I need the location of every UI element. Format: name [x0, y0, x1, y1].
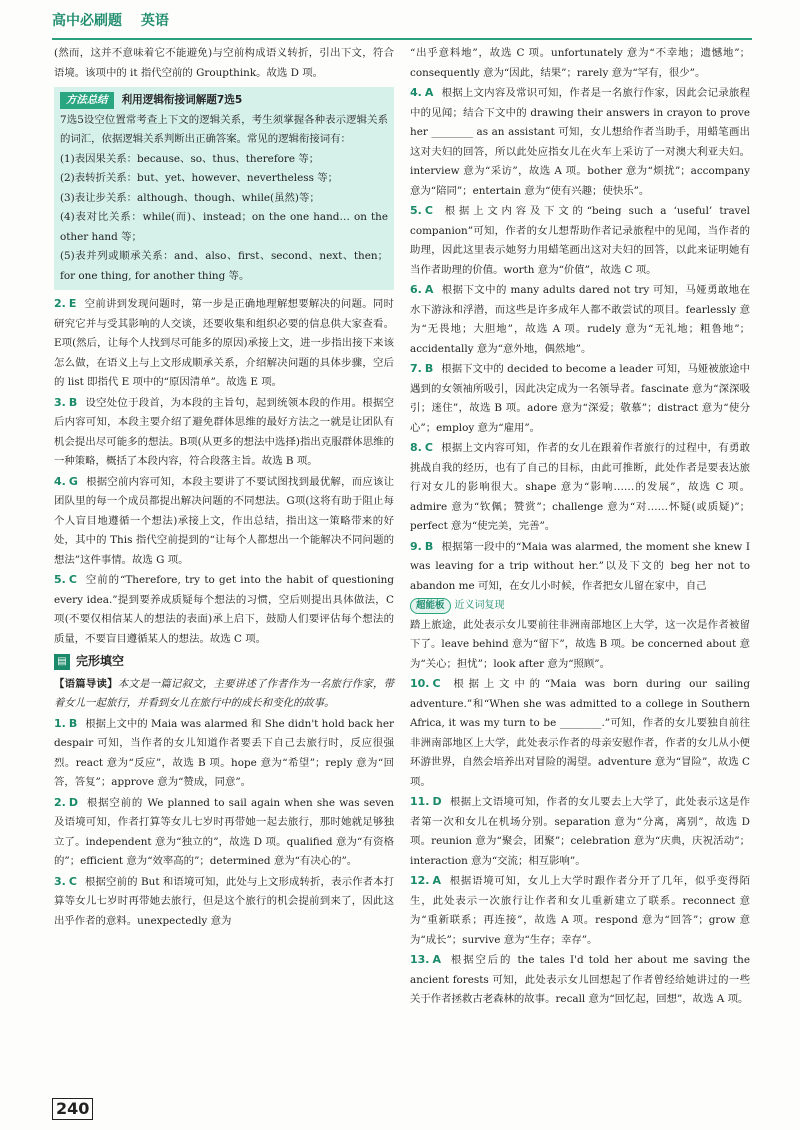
left-column: [54, 44, 394, 931]
method-body: 7选5设空位置常考查上下文的逻辑关系，考生须掌握各种表示逻辑关系的词汇，依据逻辑关系判断出正确答案。常见的逻辑衔接词有：: [60, 113, 388, 145]
item-number: 4.: [410, 86, 422, 99]
item-number: 9.: [410, 539, 422, 553]
answer-item: [54, 793, 394, 872]
cloze-title: 完形填空: [76, 654, 125, 668]
item-answer: B: [68, 395, 78, 409]
right-column: [410, 44, 750, 1010]
guide-text: 本文是一篇记叙文，主要讲述了作者作为一名旅行作家，带着女儿一起旅行，并看到女儿在旅行中的成长和变化的故事。: [54, 677, 394, 709]
guide-label: 【语篇导读】: [54, 677, 118, 690]
item-answer: G: [68, 474, 78, 488]
item-answer: C: [68, 874, 77, 888]
answer-item: [410, 950, 750, 1010]
method-point: (4)表对比关系：while(而)、instead；on the one hand… on the other hand 等；: [60, 211, 388, 243]
method-point: (3)表让步关系：although、though、while(虽然)等；: [60, 191, 320, 204]
item-number: 8.: [410, 441, 422, 454]
item-explanation: 根据空前的 But 和语境可知，此处与上文形成转折，表示作者本打算等女儿七岁时再带她去旅行，但是这个旅行的机会提前到来了，因此这出乎作者的意料。unexpectedly 意为: [54, 875, 394, 927]
tip-badge: 超能板: [410, 598, 451, 614]
item-number: 12.: [410, 874, 430, 888]
answer-item: [54, 294, 394, 393]
item-number: 3.: [54, 874, 66, 888]
item-explanation: 设空处位于段首，为本段的主旨句，起到统领本段的作用。根据空后内容可知，本段主要介绍了避免群体思维的最好方法之一就是让团队有机会提出尽可能多的想法。B项(从更多的想法中选择)指出克服群体思维的一种策略，概括了本段内容，符合段落主旨。故选 B 项。: [54, 396, 394, 467]
answer-item: [54, 714, 394, 793]
answer-item: [54, 472, 394, 571]
item-explanation: 根据上文中的 Maia was alarmed 和 She didn't hold back her despair 可知，当作者的女儿知道作者要丢下自己去旅行时，反应很强烈。react 意为“反应”，故选 B 项。hope 意为“希望”；reply 意为“回答，答复”；approve 意为“赞成，同意”。: [54, 717, 394, 788]
answer-item: [410, 201, 750, 280]
item-explanation: 根据上文内容可知，作者的女儿在跟着作者旅行的过程中，有勇敢挑战自我的经历，也有了自己的目标，由此可推断，此处作者是要表达旅行对女儿的影响很大。shape 意为“影响……的发展”，故选 C 项。admire 意为“钦佩；赞赏”；challenge 意为“对……怀疑(或质疑)”；perfect 意为“使完美，完善”。: [410, 442, 750, 532]
method-title-row: [60, 91, 388, 111]
answer-item: [410, 616, 750, 675]
item-explanation: 根据上文语境可知，作者的女儿要去上大学了，此处表示这是作者第一次和女儿在机场分别。separation 意为“分离，离别”，故选 D 项。reunion 意为“聚会，团聚”；celebration 意为“庆典，庆祝活动”；interaction 意为“交流；相互影响”。: [410, 796, 750, 867]
tip-text: 近义词复现: [454, 600, 505, 612]
item-number: 5.: [410, 204, 422, 217]
reading-guide: [54, 675, 394, 714]
cloze-section-heading: [54, 652, 394, 672]
answer-item: [54, 872, 394, 932]
item-number: 5.: [54, 573, 66, 586]
item-explanation: 根据空前内容可知，本段主要讲了不要试图找到最优解，而应该让团队里的每一个成员都提出解决问题的不同想法。G项(这将有助于阻止每个人盲目地遵循一个想法)承接上文，作出总结，指出这一策略带来的好处，其中的 This 指代空前提到的“让每个人都想出一个能解决不同问题的想法”这件事情。故选 G 项。: [54, 475, 394, 566]
item-number: 11.: [410, 795, 430, 809]
method-summary-box: [54, 87, 394, 290]
item-explanation: 根据上文内容及下文的“being such a ‘useful’ travel companion”可知，作者的女儿想帮助作者记录旅程中的见闻，当作者的助理，因此这里表示她努力用蜡笔画出这对夫妇的回答，以此来证明她有当作者助理的价值。worth 意为“价值”，故选 C 项。: [410, 205, 750, 276]
answer-item: [410, 359, 750, 438]
page-number: 240: [52, 1098, 93, 1120]
item-explanation: 根据下文中的 decided to become a leader 可知，马娅被旅途中遇到的女领袖所吸引，因此决定成为一名领导者。fascinate 意为“深深吸引；迷住”，故选 B 项。adore 意为“深爱；敬慕”；distract 意为“使分心”；employ 意为“雇用”。: [410, 363, 750, 434]
answer-item: [410, 280, 750, 359]
item-answer: B: [68, 716, 78, 730]
method-point: (5)表并列或顺承关系：and、also、first、second、next、then；for one thing, for another thing 等。: [60, 250, 388, 282]
method-point: (2)表转折关系：but、yet、however、nevertheless 等；: [60, 172, 338, 184]
item-explanation: 空前的“Therefore, try to get into the habit of questioning every idea.”提到要养成质疑每个想法的习惯，空后则提出具体做法，C项(不要仅相信某人的想法的表面)承上启下，鼓励人们要评估每个想法的质量，不要盲目遵循某人的想法。故选 C 项。: [54, 574, 394, 645]
answer-item: [410, 438, 750, 537]
item-answer: C: [424, 204, 433, 217]
answer-item: [54, 393, 394, 472]
item-explanation: 根据上文内容及常识可知，作者是一名旅行作家，因此会记录旅程中的见闻；结合下文中的 drawing their answers in crayon to prove her ________ as an assistant 可知，女儿想给作者当助手，用蜡笔画出这对夫妇的回答，所以此处应指女儿在火车上采访了一对澳大利亚夫妇。interview 意为“采访”，故选 A 项。bother 意为“烦扰”；accompany 意为“陪同”；entertain 意为“使有兴趣；使快乐”。: [410, 87, 750, 197]
answer-item: [54, 570, 394, 649]
item-answer: D: [432, 795, 442, 809]
item-explanation: 根据下文中的 many adults dared not try 可知，马娅勇敢地在水下游泳和浮潜，而这些是许多成年人都不敢尝试的项目。fearlessly 意为“无畏地；大胆地”，故选 A 项。rudely 意为“无礼地；粗鲁地”；accidentally 意为“意外地，偶然地”。: [410, 284, 750, 355]
method-point: (1)表因果关系：because、so、thus、therefore 等；: [60, 152, 320, 165]
item-number: 3.: [54, 395, 66, 409]
item-answer: D: [68, 795, 78, 809]
subject-title: 英语: [140, 13, 169, 29]
item-answer: A: [424, 283, 434, 296]
method-badge: 方法总结: [60, 92, 114, 109]
item-explanation: 空前讲到发现问题时，第一步是正确地理解想要解决的问题。同时研究它并与受其影响的人交谈，还要收集和组织必要的信息供大家查看。E项(然后，让每个人找到尽可能多的原因)承接上文，进一步指出接下来该怎么做，在语义上与上文形成顺承关系，介绍解决问题的具体步骤，空后的 list 即指代 E 项中的“原因清单”。故选 E 项。: [54, 298, 394, 388]
item-explanation: 根据空前的 We planned to sail again when she was seven 及语境可知，作者打算等女儿七岁时再带她一起去旅行，那时她就足够独立了。independent 意为“独立的”，故选 D 项。qualified 意为“有资格的”；efficient 意为“效率高的”；determined 意为“有决心的”。: [54, 796, 394, 867]
answer-item: [410, 871, 750, 950]
intro-paragraph: (然而，这并不意味着它不能避免)与空前构成语义转折，引出下文，符合语境。该项中的 it 指代空前的 Groupthink。故选 D 项。: [54, 47, 394, 79]
item-answer: C: [424, 441, 433, 454]
answer-item: [410, 83, 750, 201]
item-number: 2.: [54, 795, 66, 809]
item-answer: C: [68, 573, 77, 586]
continued-paragraph: “出乎意料地”，故选 C 项。unfortunately 意为“不幸地；遗憾地”；consequently 意为“因此，结果”；rarely 意为“罕有，很少”。: [410, 47, 750, 79]
item-answer: A: [432, 874, 442, 888]
book-title: 高中必刷题: [52, 13, 122, 29]
method-title: 利用逻辑衔接词解题7选5: [121, 94, 243, 106]
item-answer: B: [424, 362, 434, 375]
item-number: 2.: [54, 297, 66, 310]
item-answer: C: [432, 677, 441, 691]
item-number: 1.: [54, 716, 66, 730]
item-number: 10.: [410, 677, 430, 691]
item-number: 4.: [54, 474, 66, 488]
item-number: 13.: [410, 953, 430, 967]
tip-marker: [410, 596, 505, 616]
item-answer: A: [424, 86, 434, 99]
item-explanation: 根据空后的 the tales I'd told her about me saving the ancient forests 可知，此处表示女儿回想起了作者曾经给她讲过的一些关于作者拯救古老森林的故事。recall 意为“回忆起，回想”，故选 A 项。: [410, 954, 750, 1006]
item-explanation: 根据上文中的“Maia was born during our sailing adventure.”和“When she was admitted to a college in Southern Africa, it was my turn to be ________.”可知，作者的女儿要独自前往非洲南部地区上大学，此处表示作者的母亲安慰作者，作者的女儿从小便环游世界，自然会培养出对冒险的渴望。adventure 意为“冒险”，故选 C 项。: [410, 678, 750, 788]
item-number: 7.: [410, 362, 422, 375]
answer-item: [410, 674, 750, 792]
item-explanation: 根据第一段中的“Maia was alarmed, the moment she knew I was leaving for a trip without her.”以及下文的 beg her not to abandon me 可知，在女儿小时候，作者把女儿留在家中，自己: [410, 540, 750, 592]
page-header: [52, 10, 752, 40]
item-number: 6.: [410, 283, 422, 296]
item-answer: B: [424, 539, 434, 553]
answer-item: [410, 537, 750, 597]
item-answer: E: [68, 297, 77, 310]
answer-item: [410, 792, 750, 871]
item-answer: A: [432, 953, 442, 967]
item-explanation: 根据语境可知，女儿上大学时跟作者分开了几年，似乎变得陌生，此处表示一次旅行让作者和女儿重新建立了联系。reconnect 意为“重新联系；再连接”，故选 A 项。respond 意为“回答”；grow 意为“成长”；survive 意为“生存；幸存”。: [410, 875, 750, 946]
section-icon: ▤: [54, 654, 70, 670]
item-explanation: 踏上旅途，此处表示女儿要前往非洲南部地区上大学，这一次是作者被留下了。leave behind 意为“留下”，故选 B 项。be concerned about 意为“关心；担忧”；look after 意为“照顾”。: [410, 618, 750, 670]
